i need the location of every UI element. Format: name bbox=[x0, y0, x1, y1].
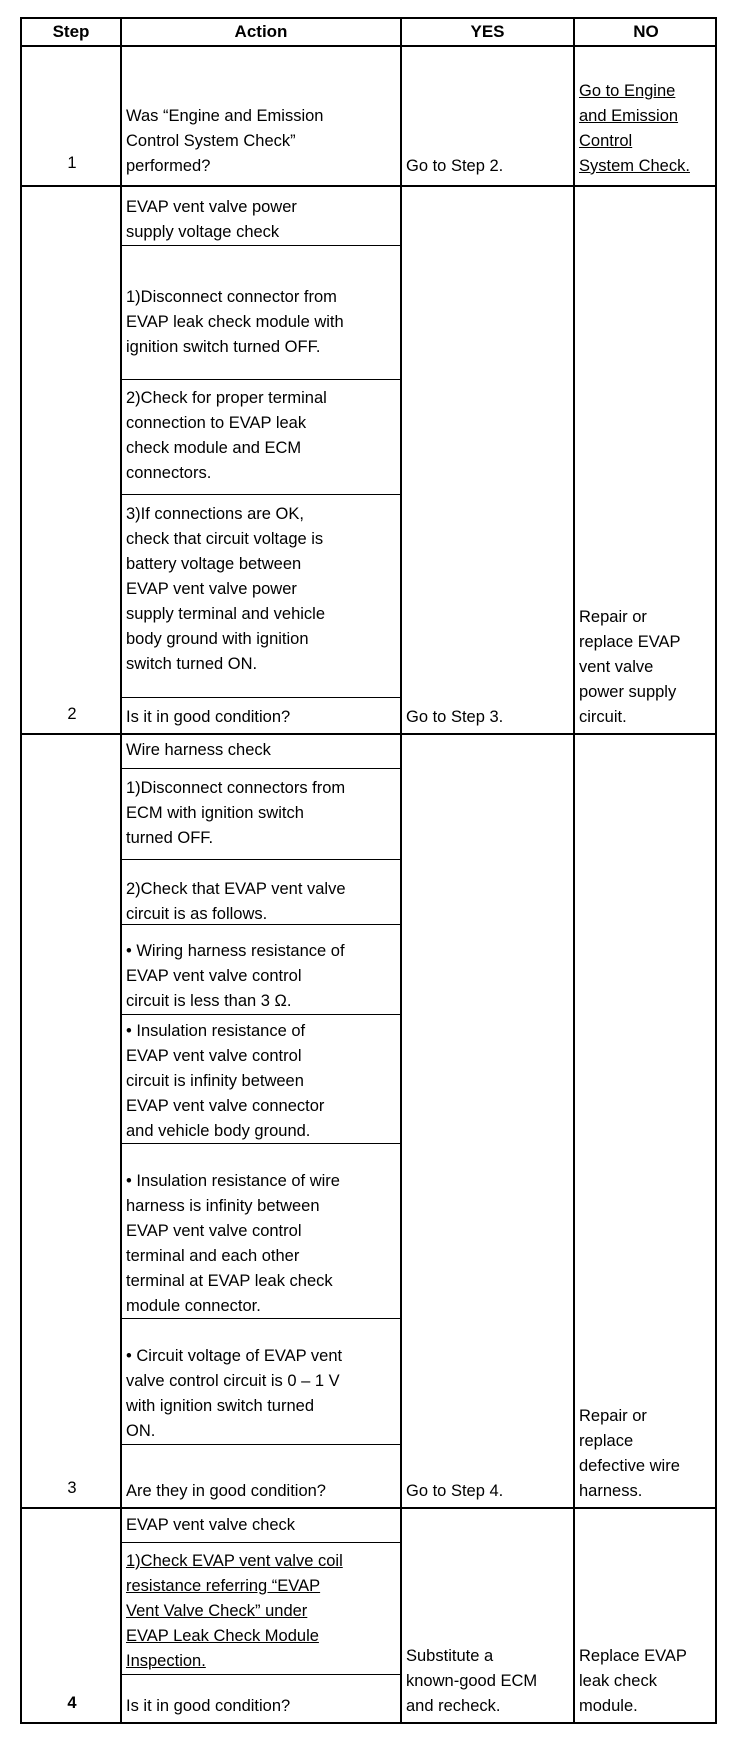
column-divider bbox=[573, 19, 575, 1722]
action-divider bbox=[122, 768, 400, 769]
yes-text: Substitute a known-good ECM and recheck. bbox=[406, 1647, 538, 1715]
row-divider bbox=[22, 733, 715, 735]
header-yes: YES bbox=[470, 22, 505, 41]
yes-text: Go to Step 4. bbox=[406, 1482, 504, 1500]
step-number: 2 bbox=[67, 705, 77, 723]
header-no: NO bbox=[633, 22, 659, 41]
action-text: EVAP vent valve check bbox=[126, 1516, 296, 1534]
column-divider bbox=[120, 19, 122, 1722]
action-divider bbox=[122, 697, 400, 698]
action-divider bbox=[122, 245, 400, 246]
action-divider bbox=[122, 379, 400, 380]
action-divider bbox=[122, 494, 400, 495]
yes-text: Go to Step 2. bbox=[406, 157, 504, 175]
header-divider bbox=[22, 45, 715, 47]
action-link-evap-vent-valve-check[interactable]: 1)Check EVAP vent valve coil resistance referring “EVAP Vent Valve Check” under EVAP Leak Check Module Inspection. bbox=[126, 1552, 343, 1670]
header-action: Action bbox=[234, 22, 288, 41]
action-text: Is it in good condition? bbox=[126, 1697, 291, 1715]
no-link-system-check[interactable]: Go to Engine and Emission Control System Check. bbox=[579, 82, 690, 175]
diagnostic-table bbox=[20, 17, 717, 1724]
header-step: Step bbox=[52, 22, 90, 41]
yes-text: Go to Step 3. bbox=[406, 708, 504, 726]
action-text: • Wiring harness resistance of EVAP vent valve control circuit is less than 3 Ω. bbox=[126, 942, 345, 1010]
action-text: Wire harness check bbox=[126, 741, 271, 759]
action-text: • Insulation resistance of wire harness is infinity between EVAP vent valve control terminal and each other terminal at EVAP leak check module connector. bbox=[126, 1172, 340, 1315]
action-divider bbox=[122, 1444, 400, 1445]
action-divider bbox=[122, 859, 400, 860]
action-text: 1)Disconnect connectors from ECM with ignition switch turned OFF. bbox=[126, 779, 346, 847]
action-text: 2)Check that EVAP vent valve circuit is as follows. bbox=[126, 880, 346, 923]
action-text: 2)Check for proper terminal connection to EVAP leak check module and ECM connectors. bbox=[126, 389, 327, 482]
action-text: EVAP vent valve power supply voltage check bbox=[126, 198, 297, 241]
action-text: Are they in good condition? bbox=[126, 1482, 326, 1500]
action-divider bbox=[122, 1014, 400, 1015]
step-number: 3 bbox=[67, 1479, 77, 1497]
action-divider bbox=[122, 1674, 400, 1675]
action-text: • Circuit voltage of EVAP vent valve control circuit is 0 – 1 V with ignition switch turned ON. bbox=[126, 1347, 343, 1440]
step-number: 1 bbox=[67, 154, 77, 172]
row-divider bbox=[22, 1507, 715, 1509]
row-divider bbox=[22, 185, 715, 187]
action-divider bbox=[122, 1542, 400, 1543]
step-number: 4 bbox=[67, 1694, 77, 1712]
action-text: 1)Disconnect connector from EVAP leak check module with ignition switch turned OFF. bbox=[126, 288, 344, 356]
action-text: 3)If connections are OK, check that circuit voltage is battery voltage between EVAP vent valve power supply terminal and vehicle body ground with ignition switch turned ON. bbox=[126, 505, 326, 673]
action-text: • Insulation resistance of EVAP vent valve control circuit is infinity between EVAP vent valve connector and vehicle body ground. bbox=[126, 1022, 325, 1140]
column-divider bbox=[400, 19, 402, 1722]
action-text: Was “Engine and Emission Control System Check” performed? bbox=[126, 107, 324, 175]
no-text: Repair or replace defective wire harness. bbox=[579, 1407, 680, 1500]
no-text: Replace EVAP leak check module. bbox=[579, 1647, 687, 1715]
no-text: Repair or replace EVAP vent valve power supply circuit. bbox=[579, 608, 681, 726]
action-text: Is it in good condition? bbox=[126, 708, 291, 726]
